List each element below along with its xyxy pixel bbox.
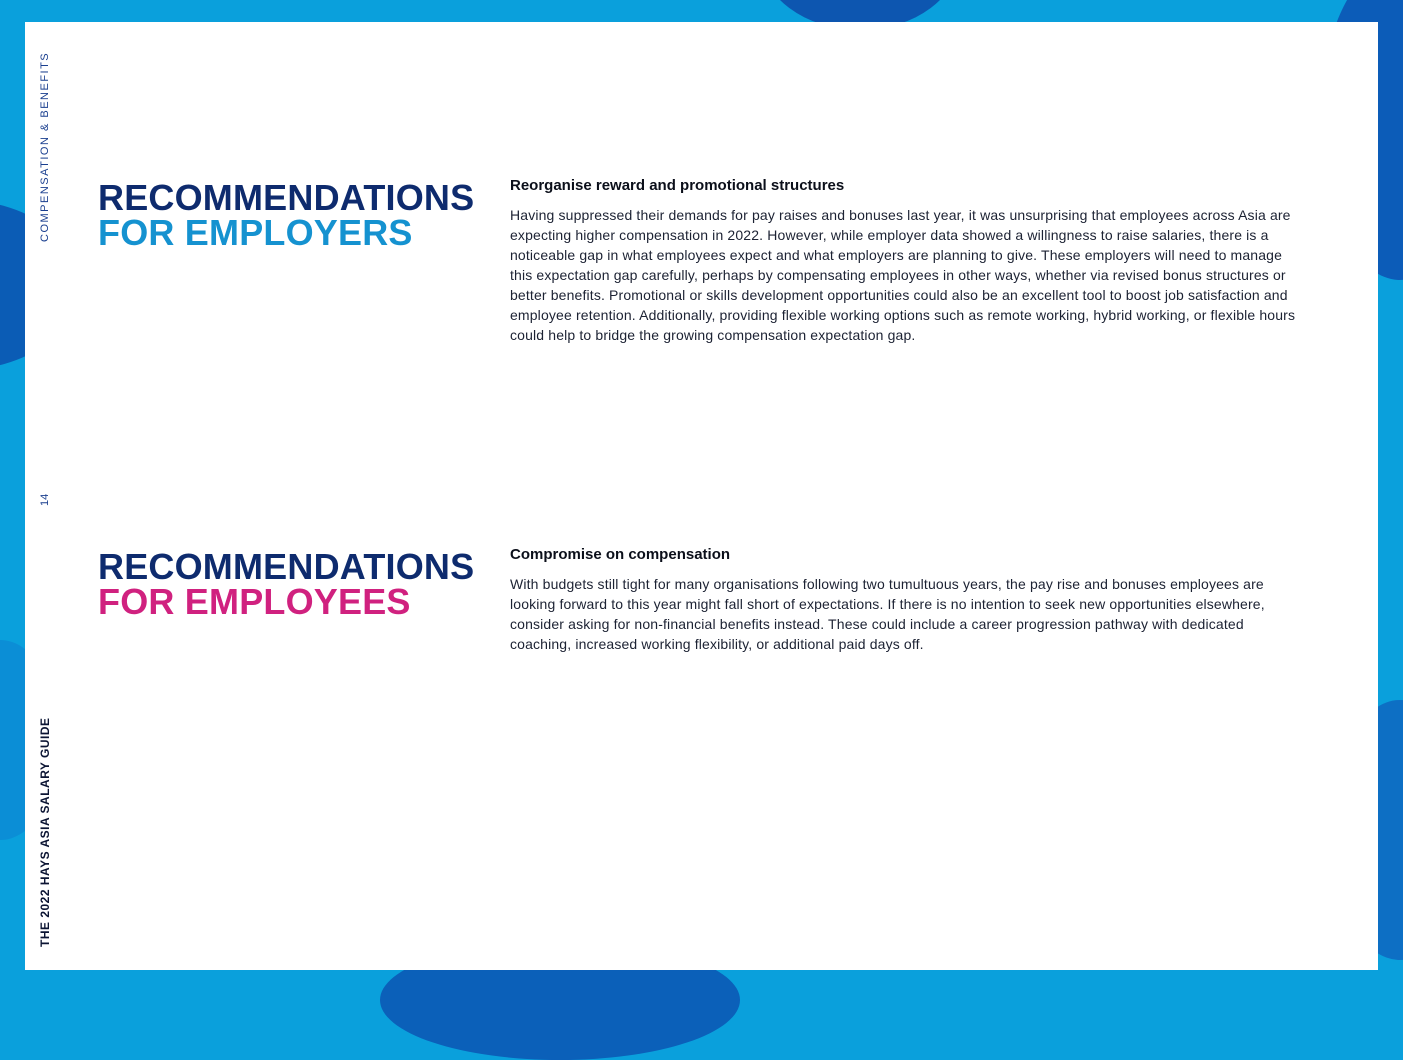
page-sheet [25, 22, 1378, 970]
employees-heading-line1: RECOMMENDATIONS [98, 546, 475, 587]
employers-heading-line1: RECOMMENDATIONS [98, 177, 475, 218]
section-label: COMPENSATION & BENEFITS [39, 51, 51, 242]
employees-heading [98, 546, 488, 622]
page-number: 14 [39, 493, 51, 506]
employers-content [510, 176, 1300, 345]
employers-subheading: Reorganise reward and promotional structures [510, 177, 845, 194]
employers-body: Having suppressed their demands for pay raises and bonuses last year, it was unsurprising that employees across Asia are expecting higher compensation in 2022. However, while employer data showed a willingness to raise salaries, there is a noticeable gap in what employees expect and what employers are planning to give. These employers will need to manage this expectation gap carefully, perhaps by compensating employees in other ways, whether via revised bonus structures or better benefits. Promotional or skills development opportunities could also be an excellent tool to boost job satisfaction and employee retention. Additionally, providing flexible working options such as remote working, hybrid working, or flexible hours could help to bridge the growing compensation expectation gap. [510, 207, 1296, 343]
employees-subheading: Compromise on compensation [510, 546, 731, 563]
employees-heading-line2: FOR EMPLOYEES [98, 581, 411, 622]
employees-body: With budgets still tight for many organisations following two tumultuous years, the pay rise and bonuses employees are looking forward to this year might fall short of expectations. If there is no intention to seek new opportunities elsewhere, consider asking for non-financial benefits instead. These could include a career progression pathway with dedicated coaching, increased working flexibility, or additional paid days off. [510, 576, 1265, 652]
guide-title: THE 2022 HAYS ASIA SALARY GUIDE [38, 717, 52, 947]
employees-content [510, 545, 1300, 654]
employers-heading [98, 177, 488, 253]
employers-heading-line2: FOR EMPLOYERS [98, 212, 413, 253]
